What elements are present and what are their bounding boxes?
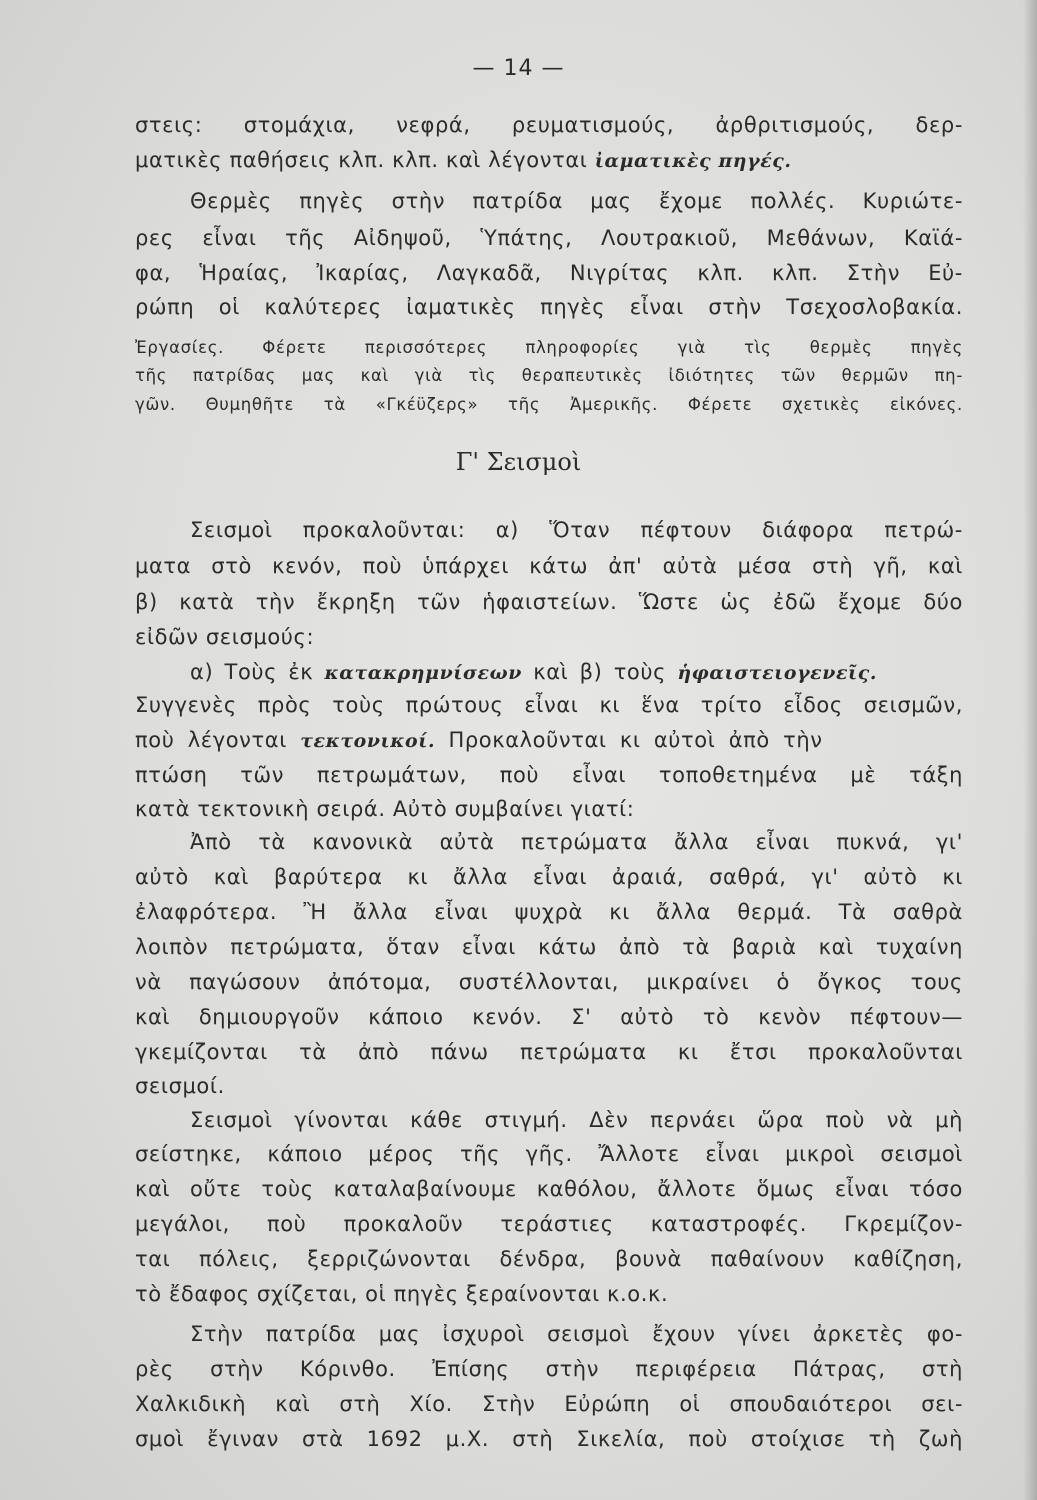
text-line: ἐλαφρότερα. Ἢ ἄλλα εἶναι ψυχρὰ κι ἄλλα θερμά. Τὰ σαθρὰ	[135, 900, 963, 924]
text-line: καὶ δημιουργοῦν κάποιο κενόν. Σ' αὐτὸ τὸ κενὸν πέφτουν—	[135, 1005, 963, 1029]
text-line: πτώση τῶν πετρωμάτων, ποὺ εἶναι τοποθετημένα μὲ τάξη	[135, 763, 963, 787]
section-heading: Γ' Σεισμοὶ	[455, 448, 582, 476]
text-line: β) κατὰ τὴν ἔκρηξη τῶν ἡφαιστείων. Ὥστε ὡς ἐδῶ ἔχομε δύο	[135, 590, 963, 614]
text-line: Σεισμοὶ προκαλοῦνται: α) Ὅταν πέφτουν διάφορα πετρώ-	[190, 518, 963, 542]
text-line: κατὰ τεκτονικὴ σειρά. Αὐτὸ συμβαίνει γιατί:	[135, 797, 635, 821]
text-segment: α) Τοὺς ἐκ	[190, 660, 314, 684]
text-line: Χαλκιδικὴ καὶ στὴ Χίο. Στὴν Εὐρώπη οἱ σπουδαιότεροι σει-	[135, 1392, 963, 1416]
exercise-line: τῆς πατρίδας μας καὶ γιὰ τὶς θεραπευτικὲς ἰδιότητες τῶν θερμῶν πη-	[135, 366, 963, 385]
text-line: μεγάλοι, ποὺ προκαλοῦν τεράστιες καταστροφές. Γκρεμίζον-	[135, 1212, 963, 1236]
emphasized-term: τεκτονικοί.	[300, 730, 436, 752]
text-segment: ματικὲς παθήσεις κλπ. κλπ. καὶ λέγονται	[135, 148, 588, 172]
text-line: ρὲς στὴν Κόρινθο. Ἐπίσης στὴν περιφέρεια Πάτρας, στὴ	[135, 1357, 963, 1381]
page-number: — 14 —	[472, 56, 565, 81]
text-line: φα, Ἡραίας, Ἰκαρίας, Λαγκαδᾶ, Νιγρίτας κλπ. κλπ. Στὴν Εὐ-	[135, 261, 963, 285]
text-line: Συγγενὲς πρὸς τοὺς πρώτους εἶναι κι ἕνα τρίτο εἶδος σεισμῶν,	[135, 693, 963, 717]
exercise-line: Ἐργασίες. Φέρετε περισσότερες πληροφορίες γιὰ τὶς θερμὲς πηγὲς	[135, 338, 963, 357]
emphasized-term: ἡφαιστειογενεῖς.	[677, 662, 878, 684]
text-line: σείστηκε, κάποιο μέρος τῆς γῆς. Ἄλλοτε εἶναι μικροὶ σεισμοὶ	[135, 1142, 963, 1166]
text-segment: καὶ β) τοὺς	[533, 660, 667, 684]
text-line: σμοὶ ἔγιναν στὰ 1692 μ.Χ. στὴ Σικελία, ποὺ στοίχισε τὴ ζωὴ	[135, 1427, 963, 1451]
text-line: αὐτὸ καὶ βαρύτερα κι ἄλλα εἶναι ἀραιά, σαθρά, γι' αὐτὸ κι	[135, 865, 963, 889]
emphasized-term: ἰαματικὲς πηγές.	[594, 150, 792, 172]
page-edge-shadow	[1023, 0, 1037, 1500]
text-line: ρώπη οἱ καλύτερες ἰαματικὲς πηγὲς εἶναι στὴν Τσεχοσλοβακία.	[135, 295, 963, 319]
text-line: ματα στὸ κενόν, ποὺ ὑπάρχει κάτω ἀπ' αὐτὰ μέσα στὴ γῆ, καὶ	[135, 554, 963, 578]
exercise-line: γῶν. Θυμηθῆτε τὰ «Γκέϋζερς» τῆς Ἀμερικῆς. Φέρετε σχετικὲς εἰκόνες.	[135, 395, 963, 414]
text-line: Στὴν πατρίδα μας ἰσχυροὶ σεισμοὶ ἔχουν γίνει ἀρκετὲς φο-	[190, 1322, 963, 1346]
text-line: τὸ ἔδαφος σχίζεται, οἱ πηγὲς ξεραίνονται κ.ο.κ.	[135, 1282, 669, 1306]
text-line: ρες εἶναι τῆς Αἰδηψοῦ, Ὑπάτης, Λουτρακιοῦ, Μεθάνων, Καϊά-	[135, 226, 963, 250]
text-line: σεισμοί.	[135, 1074, 225, 1098]
text-line: στεις: στομάχια, νεφρά, ρευματισμούς, ἀρθριτισμούς, δερ-	[135, 113, 963, 137]
text-line: καὶ οὔτε τοὺς καταλαβαίνουμε καθόλου, ἄλλοτε ὅμως εἶναι τόσο	[135, 1177, 963, 1201]
text-line	[135, 148, 963, 172]
text-line	[190, 660, 963, 684]
text-line: Ἀπὸ τὰ κανονικὰ αὐτὰ πετρώματα ἄλλα εἶναι πυκνά, γι'	[190, 830, 963, 854]
text-line: γκεμίζονται τὰ ἀπὸ πάνω πετρώματα κι ἔτσι προκαλοῦνται	[135, 1040, 963, 1064]
text-line: Σεισμοὶ γίνονται κάθε στιγμή. Δὲν περνάει ὥρα ποὺ νὰ μὴ	[190, 1108, 963, 1132]
text-line: ται πόλεις, ξερριζώνονται δένδρα, βουνὰ παθαίνουν καθίζηση,	[135, 1247, 963, 1271]
emphasized-term: κατακρημνίσεων	[324, 662, 522, 684]
text-segment: ποὺ λέγονται	[135, 728, 287, 752]
text-line: νὰ παγώσουν ἀπότομα, συστέλλονται, μικραίνει ὁ ὄγκος τους	[135, 970, 963, 994]
text-line: λοιπὸν πετρώματα, ὅταν εἶναι κάτω ἀπὸ τὰ βαριὰ καὶ τυχαίνη	[135, 935, 963, 959]
text-segment: Προκαλοῦνται κι αὐτοὶ ἀπὸ τὴν	[448, 728, 823, 752]
text-line	[135, 728, 963, 752]
text-line: Θερμὲς πηγὲς στὴν πατρίδα μας ἔχομε πολλές. Κυριώτε-	[190, 189, 963, 213]
text-line: εἰδῶν σεισμούς:	[135, 625, 315, 649]
